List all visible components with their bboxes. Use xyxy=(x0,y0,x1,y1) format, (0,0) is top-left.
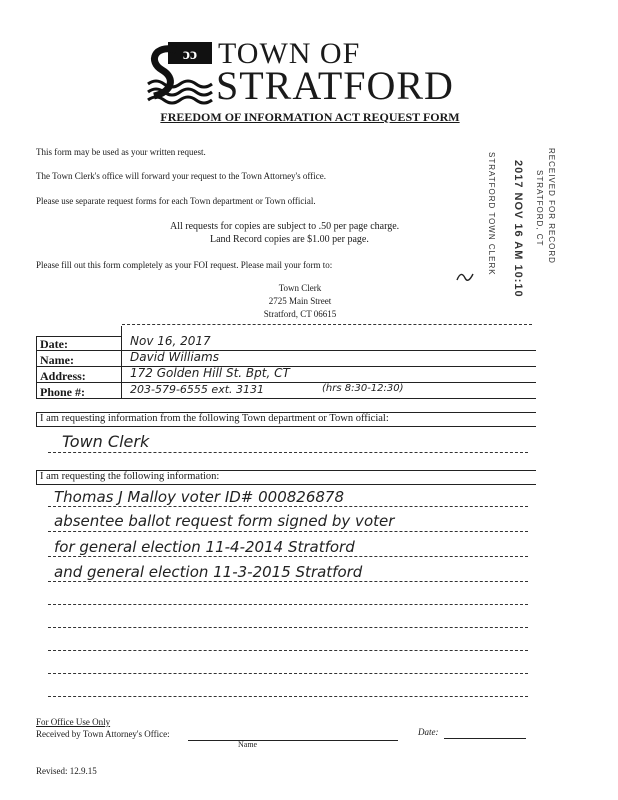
received-name-label: Name xyxy=(238,740,258,749)
phone-hours[interactable]: (hrs 8:30-12:30) xyxy=(322,383,404,394)
received-by-label: Received by Town Attorney's Office: xyxy=(36,729,170,739)
department-value[interactable]: Town Clerk xyxy=(62,432,150,451)
logo-town-of: TOWN OF xyxy=(218,37,361,70)
swan-wave-icon xyxy=(146,40,216,106)
information-line-4[interactable]: and general election 11-3-2015 Stratford xyxy=(54,563,363,581)
revised-label: Revised: 12.9.15 xyxy=(36,766,97,776)
address-value[interactable]: 172 Golden Hill St. Bpt, CT xyxy=(130,366,290,380)
information-line-1[interactable]: Thomas J Malloy voter ID# 000826878 xyxy=(54,488,345,506)
date-value[interactable]: Nov 16, 2017 xyxy=(130,334,211,348)
town-logo xyxy=(146,40,216,106)
received-stamp-line-4: STRATFORD, CT xyxy=(535,170,544,247)
charge-line-1: All requests for copies are subject to .50 per page charge. xyxy=(170,221,400,232)
received-stamp-line-1: STRATFORD TOWN CLERK xyxy=(487,152,496,276)
name-value[interactable]: David Williams xyxy=(130,350,219,364)
intro-line-2: The Town Clerk's office will forward your request to the Town Attorney's office. xyxy=(36,171,327,181)
intro-line-3: Please use separate request forms for each Town department or Town official. xyxy=(36,196,316,206)
svg-text:ɔɔ: ɔɔ xyxy=(182,46,198,63)
form-title: FREEDOM OF INFORMATION ACT REQUEST FORM xyxy=(160,110,460,124)
name-label: Name: xyxy=(40,353,74,367)
received-stamp-line-3: RECEIVED FOR RECORD xyxy=(547,148,556,264)
received-date-label: Date: xyxy=(418,727,439,737)
office-use-label: For Office Use Only xyxy=(36,717,111,727)
intro-line-1: This form may be used as your written request. xyxy=(36,147,206,157)
mail-address-line-3: Stratford, CT 06615 xyxy=(263,309,337,319)
date-label: Date: xyxy=(40,337,68,351)
received-stamp-line-2: 2017 NOV 16 AM 10:10 xyxy=(512,160,524,298)
information-prompt: I am requesting the following information: xyxy=(40,471,220,482)
phone-label: Phone #: xyxy=(40,385,85,399)
instructions-text: Please fill out this form completely as your FOI request. Please mail your form to: xyxy=(36,260,333,270)
mail-address-line-2: 2725 Main Street xyxy=(268,296,332,306)
clerk-initials xyxy=(455,270,475,287)
charge-line-2: Land Record copies are $1.00 per page. xyxy=(210,234,369,245)
information-line-2[interactable]: absentee ballot request form signed by voter xyxy=(54,512,395,530)
information-line-3[interactable]: for general election 11-4-2014 Stratford xyxy=(54,538,355,556)
department-prompt: I am requesting information from the following Town department or Town official: xyxy=(40,413,389,424)
initials-mark-icon xyxy=(455,270,475,284)
address-label: Address: xyxy=(40,369,86,383)
phone-value[interactable]: 203-579-6555 ext. 3131 xyxy=(130,383,264,396)
logo-stratford: STRATFORD xyxy=(216,63,454,108)
mail-address-line-1: Town Clerk xyxy=(278,283,322,293)
